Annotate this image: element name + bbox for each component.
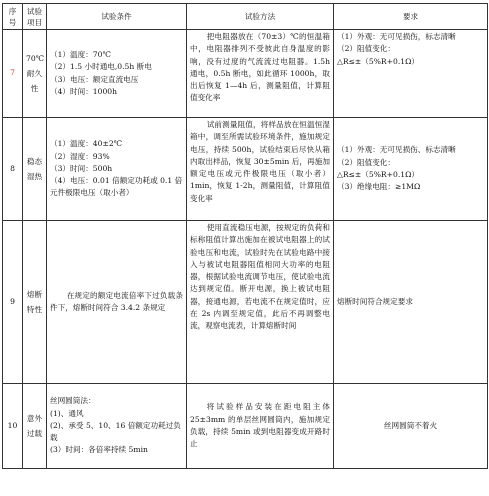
condition-line: （1）温度：70℃ bbox=[50, 49, 111, 59]
row-requirements: 熔断时间符合规定要求 bbox=[334, 221, 488, 384]
condition-line: （3）时间：500h bbox=[50, 163, 113, 173]
row-conditions: 在规定的额定电流倍率下过负载条件下，熔断时间符合 3.4.2 条规定 bbox=[47, 221, 187, 384]
row-method: 将试验样品安装在距电阻主体 25±3mm 的单层丝网圆筒内，施加规定负载，持续 5min 或到电阻器变成开路时止 bbox=[187, 384, 334, 469]
condition-line: (1)、通风 bbox=[50, 408, 84, 418]
row-requirements bbox=[334, 30, 488, 118]
condition-line: (2)、承受 5、10、16 倍额定功耗过负载 bbox=[50, 420, 181, 443]
requirement-line: △R≤±（5%R+0.1Ω） bbox=[337, 56, 419, 66]
header-conditions: 试验条件 bbox=[47, 4, 187, 30]
row-method: 把电阻器放在（70±3）℃的恒温箱中，电阻器排列不受彼此自身温度的影响，没有过度的气流流过电阻器。1.5h 通电，0.5h 断电，如此循环 1000h，取出后恢复 1—4h 后，测量阻值，计算阻值变化率 bbox=[187, 30, 334, 118]
row-requirements: 丝网圆筒不着火 bbox=[334, 384, 488, 469]
header-row bbox=[3, 4, 488, 30]
row-item: 意外过载 bbox=[23, 384, 47, 469]
row-item: 70℃耐久性 bbox=[23, 30, 47, 118]
condition-line: （2）1.5 小时通电,0.5h 断电 bbox=[50, 62, 152, 72]
requirement-line: （3）绝缘电阻：≥1MΩ bbox=[337, 182, 421, 192]
condition-line: （2）湿度：93% bbox=[50, 151, 110, 161]
row-seq: 8 bbox=[3, 118, 23, 221]
row-method: 使用直流稳压电源，按规定的负荷和标称阻值计算出施加在被试电阻器上的试验电压和电流，试验时先在试验电路中接入与被试电阻器阻值相同大功率的电阻器，根据试验电流调节电压，使试验电流达到规定值。断开电源，换上被试电阻器，接通电源，若电流不在规定值时，应在 2s 内调至规定值，此后不再调整电流，观察电流表，计算熔断时间 bbox=[187, 221, 334, 384]
header-item: 试验项目 bbox=[23, 4, 47, 30]
condition-line: （1）温度：40±2℃ bbox=[50, 139, 123, 149]
test-spec-table bbox=[2, 3, 488, 469]
row-conditions bbox=[47, 30, 187, 118]
row-conditions bbox=[47, 118, 187, 221]
requirement-line: △R≤±（5%R+0.1Ω） bbox=[337, 170, 419, 179]
table-row bbox=[3, 221, 488, 384]
row-seq: 7 bbox=[3, 30, 23, 118]
row-item: 熔断特性 bbox=[23, 221, 47, 384]
condition-line: (3）时间：各倍率持续 5min bbox=[50, 445, 148, 455]
requirement-line: （1）外观：无可见损伤、标志清晰 bbox=[337, 145, 456, 155]
condition-line: （4）时间：1000h bbox=[50, 86, 118, 96]
row-seq: 10 bbox=[3, 384, 23, 469]
row-method: 试前测量阻值，将样品放在恒温恒湿箱中，调至所需试验环境条件，施加规定电压，持续 500h，试验结束后尽快从箱内取出样品，恢复 30±5min 后，再施加额定电压或元件极限电压（取小者）1min，恢复 1-2h，测量阻值，计算阻值变化率 bbox=[187, 118, 334, 221]
table-row bbox=[3, 118, 488, 221]
row-conditions bbox=[47, 384, 187, 469]
header-method: 试验方法 bbox=[187, 4, 334, 30]
requirement-line: （2）阻值变化： bbox=[337, 157, 395, 167]
requirement-line: （2）阻值变化： bbox=[337, 44, 395, 54]
table-row bbox=[3, 30, 488, 118]
header-requirements: 要求 bbox=[334, 4, 488, 30]
row-item: 稳态湿热 bbox=[23, 118, 47, 221]
header-seq: 序号 bbox=[3, 4, 23, 30]
condition-line: （3）电压：额定直流电压 bbox=[50, 74, 139, 84]
table-row bbox=[3, 384, 488, 469]
row-seq: 9 bbox=[3, 221, 23, 384]
condition-line: （4）电压：0.01 倍额定功耗或 0.1 倍元件极限电压（取小者） bbox=[50, 176, 183, 198]
row-requirements bbox=[334, 118, 488, 221]
condition-line: 丝网圆筒法： bbox=[50, 396, 96, 406]
requirement-line: （1）外观：无可见损伤，标志清晰 bbox=[337, 32, 456, 41]
